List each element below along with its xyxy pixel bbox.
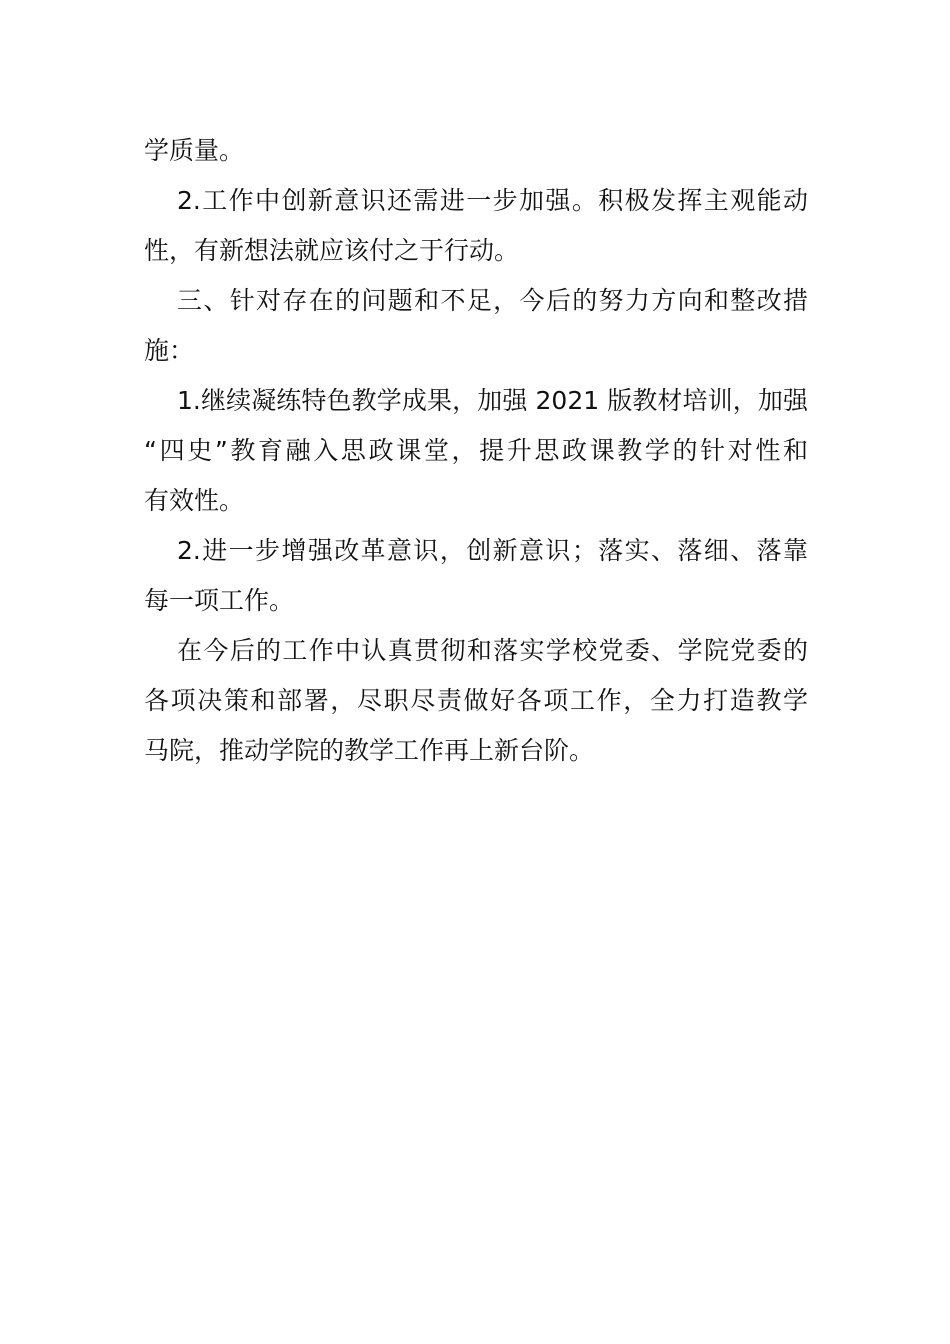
paragraph-line: 2.工作中创新意识还需进一步加强。积极发挥主观能动	[177, 186, 808, 215]
paragraph-innovation-awareness	[144, 176, 808, 276]
paragraph-line: 各项决策和部署，尽职尽责做好各项工作，全力打造教学	[144, 686, 808, 715]
paragraph-line: “四史”教育融入思政课堂，提升思政课教学的针对性和	[144, 436, 808, 465]
document-body	[144, 126, 808, 776]
paragraph-line: 1.继续凝练特色教学成果，加强 2021 版教材培训，加强	[177, 386, 808, 415]
paragraph-line: 性，有新想法就应该付之于行动。	[144, 236, 520, 265]
paragraph-line: 有效性。	[144, 486, 245, 515]
paragraph-continuation	[144, 126, 808, 176]
paragraph-line: 2.进一步增强改革意识，创新意识；落实、落细、落靠	[177, 536, 808, 565]
paragraph-line: 施：	[144, 336, 195, 365]
section-heading-improvement-measures	[144, 276, 808, 376]
paragraph-line: 学质量。	[144, 136, 245, 165]
paragraph-measure-1	[144, 376, 808, 526]
paragraph-conclusion	[144, 626, 808, 776]
paragraph-line: 马院，推动学院的教学工作再上新台阶。	[144, 736, 595, 765]
paragraph-line: 每一项工作。	[144, 586, 295, 615]
paragraph-line: 在今后的工作中认真贯彻和落实学校党委、学院党委的	[177, 636, 808, 665]
paragraph-line: 三、针对存在的问题和不足，今后的努力方向和整改措	[177, 286, 808, 315]
paragraph-measure-2	[144, 526, 808, 626]
